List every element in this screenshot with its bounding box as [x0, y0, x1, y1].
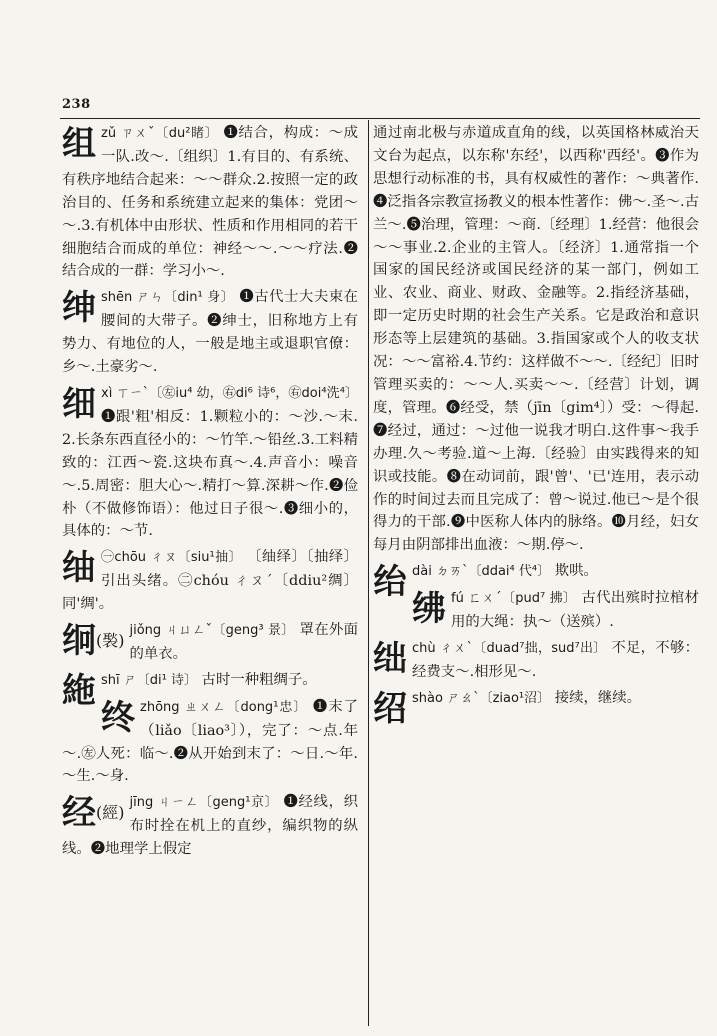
headword: 絁: [62, 670, 96, 711]
definition: 接续，继续。: [554, 689, 642, 706]
headword: 绌: [373, 638, 407, 679]
headword: 细: [62, 383, 96, 424]
entry-chu: [373, 637, 699, 684]
definition: ❶跟'粗'相反：1.颗粒小的：～沙.～末.2.长条东西直径小的：～竹竿.～铅丝.3.工料精致的：江西～瓷.这块布真～.4.声音小：噪音～.5.周密：胆大心～.精打～算.深耕～作.❷俭朴（不做修饰语）：他过日子很～.❸细小的，具体的：～节.: [62, 408, 358, 540]
definition: ❶末了（liǎo〔liao³〕），完了：～点.年～.㊧人死：临～.❷从开始到末了：～日.～年.～生.～身.: [62, 698, 358, 785]
headword: 组: [62, 124, 96, 164]
pronunciation: chù ㄔㄨˋ〔duad⁷拙，sud⁷出〕: [412, 640, 607, 656]
pronunciation: zhōng ㄓㄨㄥ〔dong¹忠〕: [140, 699, 308, 715]
headword: 绋: [412, 589, 446, 630]
definition: 欺哄。: [554, 563, 598, 580]
definition: ❶经线，织布时拴在机上的直纱，编织物的纵线。❷地理学上假定: [62, 794, 358, 858]
pronunciation: shào ㄕㄠˋ〔ziao¹沼〕: [412, 690, 551, 706]
headword: 䌷: [62, 548, 96, 589]
entry-jiong: [62, 619, 358, 666]
headword: 经(經): [62, 793, 125, 834]
entry-chou: [62, 546, 358, 616]
entry-jing: [62, 791, 358, 861]
definition: 罩在外面的单衣。: [129, 622, 358, 662]
headword: 绅: [62, 288, 96, 329]
definition: ❶古代士大夫束在腰间的大带子。❷绅士，旧称地方上有势力、有地位的人，一般是地主或退职官僚：乡～.土豪劣～.: [62, 289, 358, 376]
pronunciation: jīng ㄐㄧㄥ〔geng¹京〕: [129, 795, 279, 811]
definition: 古代出殡时拉棺材用的大绳：执～（送殡）.: [451, 590, 699, 631]
entry-shao: [373, 687, 699, 729]
pronunciation: xì ㄒㄧˋ〔㊧iu⁴ 幼，㊨di⁶ 诗⁶，㊨doi⁴洗⁴〕: [101, 385, 358, 401]
page-number: 238: [62, 97, 91, 112]
definition: 古时一种粗绸子。: [201, 671, 317, 688]
entry-xi: [62, 382, 358, 543]
top-rule: [60, 118, 700, 119]
definition: 通过南北极与赤道成直角的线，以英国格林威治天文台为起点，以东称'东经'，以西称'西经'。❸作为思想行动标准的书，具有权威性的著作：～典著作.❹泛指各宗教宣扬教义的根本性著作：佛～.圣～.古兰～.❺治理，管理：～商.〔经理〕1.经营：他很会～～事业.2.企业的主管人。〔经济〕1.通常指一个国家的国民经济或国民经济的某一部门，例如工业、农业、商业、财政、金融等。2.指经济基础，即一定历史时期的社会生产关系。它是政治和意识形态等上层建筑的基础。3.指国家或个人的收支状况：～～富裕.4.节约：这样做不～～.〔经纪〕旧时管理买卖的：～～人.买卖～～.〔经营〕计划，调度，管理。❻经受，禁（jīn〔gim⁴〕）受：～得起.❼经过，通过：～过他一说我才明白.这件事～我手办理.久～考验.道～上海.〔经验〕由实践得来的知识或技能。❽在动词前，跟'曾'、'已'连用，表示动作的时间过去而且完成了：曾～说过.他已～是个很得力的干部.❾中医称人体内的脉络。❿月经，妇女每月由阴部排出血液：～期.停～.: [373, 125, 699, 554]
pronunciation: dài ㄉㄞˋ〔ddai⁴ 代⁴〕: [412, 564, 551, 580]
definition: 〔䌷绎〕〔抽绎〕引出头绪。㊁chóu ㄔㄡˊ〔ddiu²绸〕同'绸'。: [62, 549, 358, 613]
pronunciation: fú ㄈㄨˊ〔pud⁷ 拂〕: [451, 591, 577, 607]
pronunciation: shēn ㄕㄣ〔din¹ 身〕: [101, 290, 235, 306]
pronunciation: shī ㄕ〔di¹ 诗〕: [101, 672, 197, 688]
headword: 䌹(褧): [62, 621, 125, 662]
column-divider: [368, 120, 369, 1026]
definition: 不足，不够：经费支～.相形见～.: [412, 639, 699, 680]
headword: 终: [101, 697, 135, 738]
pronunciation: zǔ ㄗㄨˇ〔du²睹〕: [101, 126, 219, 141]
entry-zhong: [62, 696, 358, 789]
entry-fu: [373, 587, 699, 634]
headword: 绍: [373, 688, 407, 729]
left-column: [62, 122, 358, 864]
entry-zu: [62, 122, 358, 283]
right-column: [373, 122, 699, 729]
entry-shen: [62, 286, 358, 379]
pronunciation: ㊀chōu ㄔㄡ〔siu¹抽〕: [101, 550, 243, 566]
entry-jing-continued: [373, 122, 699, 557]
definition: ❶结合，构成：～成一队.改～.〔组织〕1.有目的、有系统、有秩序地结合起来：～～群众.2.按照一定的政治目的、任务和系统建立起来的集体：党团～～.3.有机体中由形状、性质和作用相同的若干细胞结合而成的单位：神经～～.～～疗法.❷结合成的一群：学习小～.: [62, 125, 358, 280]
headword: 绐: [373, 562, 407, 603]
pronunciation: jiǒng ㄐㄩㄥˇ〔geng³ 景〕: [129, 623, 295, 639]
